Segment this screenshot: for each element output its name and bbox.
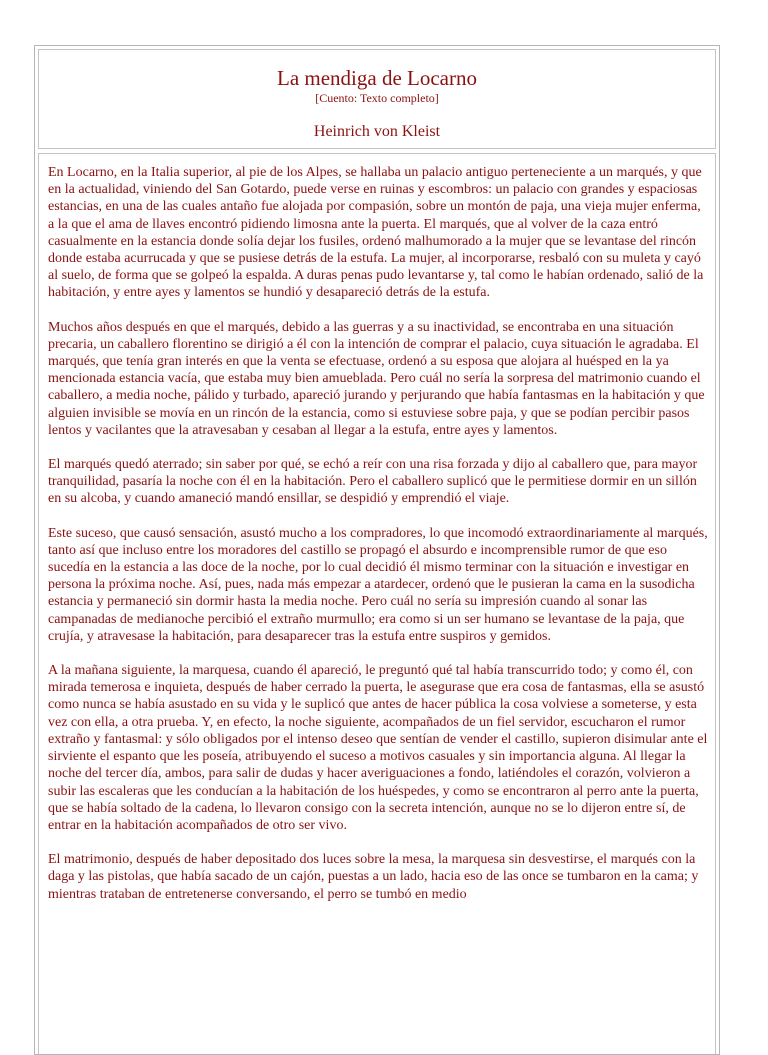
paragraph-6: El matrimonio, después de haber depositado dos luces sobre la mesa, la marquesa sin desvestirse, el marqués con la daga y las pistolas, que había sacado de un cajón, puestas a un lado, hacia eso de las once se tumbaron en la cama; y mientras trataban de entretenerse conversando, el perro se tumbó en medio	[48, 852, 699, 902]
document-header	[38, 49, 716, 149]
paragraph-4: Este suceso, que causó sensación, asustó mucho a los compradores, lo que incomodó extraordinariamente al marqués, tanto así que incluso entre los moradores del castillo se propagó el absurdo e incomprensible rumor de que eso sucedía en la estancia a las doce de la noche, por lo cual decidió él mismo terminar con la situación e investigar en persona la próxima noche. Así, pues, nada más empezar a atardecer, ordenó que le pusieran la cama en la susodicha estancia y permaneció sin dormir hasta la media noche. Pero cuál no sería su impresión cuando al sonar las campanadas de medianoche percibió el extraño murmullo; era como si un ser humano se levantase de la paja, que crujía, y atravesase la habitación, para desaparecer tras la estufa entre suspiros y gemidos.	[48, 525, 708, 644]
paragraph-5: A la mañana siguiente, la marquesa, cuando él apareció, le preguntó qué tal había transcurrido todo; y como él, con mirada temerosa e inquieta, después de haber cerrado la puerta, le asegurase que era cosa de fantasmas, ella se asustó como nunca se había asustado en su vida y le suplicó que antes de hacer pública la cosa volviese a someterse, y esta vez con ella, a otra prueba. Y, en efecto, la noche siguiente, acompañados de un fiel servidor, escucharon el rumor extraño y fantasmal: y sólo obligados por el intenso deseo que sentían de vender el castillo, supieron disimular ante el sirviente el espanto que les poseía, atribuyendo el suceso a motivos casuales y sin importancia alguna. Al llegar la noche del tercer día, ambos, para salir de dudas y hacer averiguaciones a fondo, latiéndoles el corazón, volvieron a subir las escaleras que les conducían a la habitación de los huéspedes, y como se encontraron al perro ante la puerta, que se había soltado de la cadena, lo llevaron consigo con la secreta intención, aunque no se lo dijeron entre sí, de entrar en la habitación acompañados de otro ser vivo.	[48, 663, 708, 833]
story-subtitle: [Cuento: Texto completo]	[315, 91, 439, 105]
paragraph-3: El marqués quedó aterrado; sin saber por qué, se echó a reír con una risa forzada y dijo al caballero que, para mayor tranquilidad, pasaría la noche con él en la habitación. Pero el caballero suplicó que le permitiese dormir en un sillón en su alcoba, y cuando amaneció mandó ensillar, se despidió y emprendió el viaje.	[48, 457, 698, 507]
paragraph-1: En Locarno, en la Italia superior, al pie de los Alpes, se hallaba un palacio antiguo perteneciente a un marqués, y que en la actualidad, viniendo del San Gotardo, puede verse en ruinas y escombros: un palacio con grandes y espaciosas estancias, en una de las cuales antaño fue alojada por compasión, sobre un montón de paja, una vieja mujer enferma, a la que el ama de llaves encontró pidiendo limosna ante la puerta. El marqués, que al volver de la caza entró casualmente en la estancia donde solía dejar los fusiles, ordenó malhumorado a la mujer que se levantase del rincón donde estaba acurrucada y que se pusiese detrás de la estufa. La mujer, al incorporarse, resbaló con su muleta y cayó al suelo, de forma que se golpeó la espalda. A duras penas pudo levantarse y, tal como le habían ordenado, salió de la habitación, y entre ayes y lamentos se hundió y desapareció detrás de la estufa.	[48, 165, 704, 301]
document-frame	[34, 45, 720, 1055]
story-title: La mendiga de Locarno	[277, 66, 477, 90]
story-body	[38, 153, 716, 1054]
paragraph-2: Muchos años después en que el marqués, debido a las guerras y a su inactividad, se encontraba en una situación precaria, un caballero florentino se dirigió a él con la intención de comprar el palacio, cuya situación le agradaba. El marqués, que tenía gran interés en que la venta se efectuase, ordenó a su esposa que alojara al huésped en la ya mencionada estancia vacía, que estaba muy bien amueblada. Pero cuál no sería la sorpresa del matrimonio cuando el caballero, a media noche, pálido y turbado, apareció jurando y perjurando que había fantasmas en la habitación y que alguien invisible se movía en un rincón de la estancia, como si estuviese sobre paja, y que se podían percibir pasos lentos y vacilantes que la atravesaban y cesaban al llegar a la estufa, entre ayes y lamentos.	[48, 319, 705, 438]
story-author: Heinrich von Kleist	[313, 123, 441, 140]
